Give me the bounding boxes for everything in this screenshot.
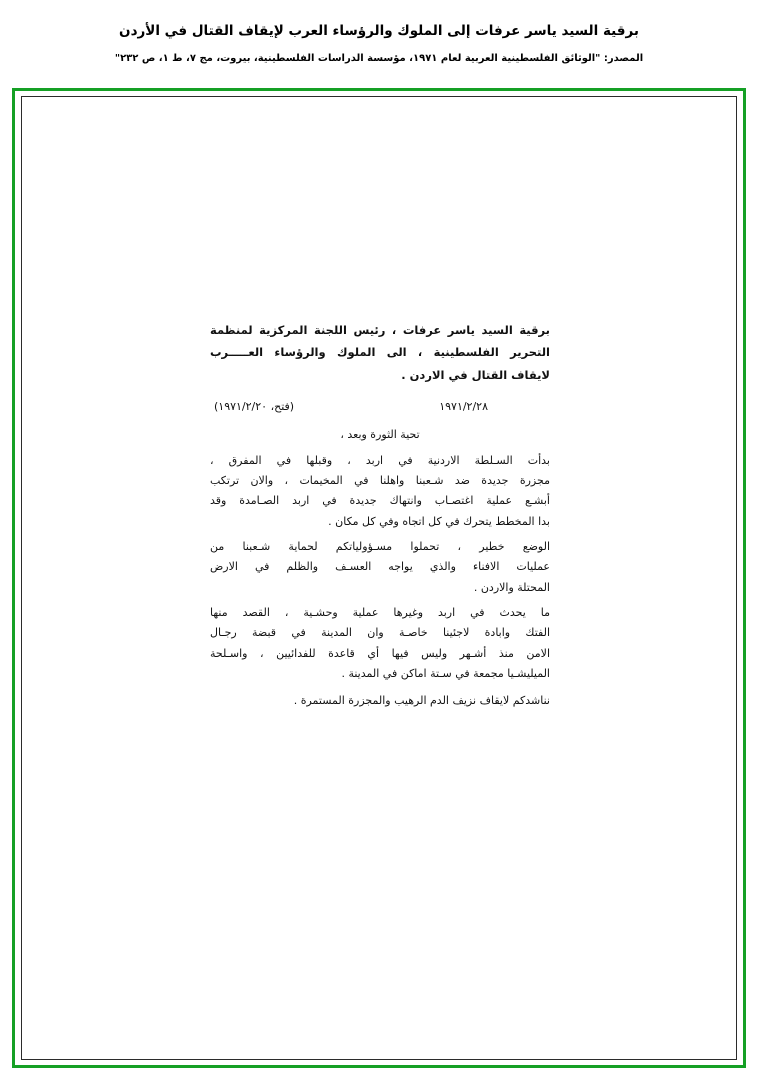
telegram-title-line-3: لايقاف القتال في الاردن .	[401, 367, 550, 382]
paragraph-line: المحتلة والاردن .	[473, 580, 550, 594]
paragraph-line: بدأت السـلطة الاردنية في اربد ، وقبلها في المفرق ،	[210, 453, 550, 467]
telegram-closing: نناشدكم لايقاف نزيف الدم الرهيب والمجزرة المستمرة .	[293, 694, 550, 708]
paragraph-line: أبشـع عملية اغتصـاب وانتهاك جديدة في اربد الصـامدة وقد	[210, 494, 550, 508]
paragraph-line: الفتك وابادة لاجئينا خاصـة وان المدينة في قبضة رجـال	[210, 626, 550, 640]
page-header	[0, 0, 758, 66]
telegram-paragraph-3	[210, 603, 550, 684]
telegram-datebar	[210, 400, 550, 413]
telegram-title-line-2: التحرير الفلسطينية ، الى الملوك والرؤساء العـــــرب	[210, 345, 550, 360]
telegram-paragraph-1	[210, 451, 550, 532]
paragraph-line: بدا المخطط يتحرك في كل اتجاه وفي كل مكان .	[328, 514, 550, 528]
paragraph-line: الامن منذ أشـهر وليس فيها أي قاعدة للفدائيين ، واسـلحة	[210, 646, 550, 660]
paragraph-line: ما يحدث في اربد وغيرها عملية وحشـية ، القصد منها	[210, 606, 550, 620]
document-frame	[12, 88, 746, 1068]
paragraph-line: مجزرة جديدة ضد شـعبنا واهلنا في المخيمات ، والان ترتكب	[210, 473, 550, 487]
telegram-date: ١٩٧١/٢/٢٨	[439, 400, 488, 414]
document-inner-border	[21, 96, 737, 1060]
telegram-body	[210, 319, 550, 712]
source-citation: المصدر: "الوثائق الفلسطينية العربية لعام ١٩٧١، مؤسسة الدراسات الفلسطينية، بيروت، مج ٧، ط ١، ص ٢٣٢"	[114, 52, 644, 64]
telegram-title	[210, 319, 550, 386]
page-title: برقية السيد ياسر عرفات إلى الملوك والرؤساء العرب لإيقاف القتال في الأردن	[119, 23, 639, 39]
paragraph-line: عمليات الافناء والذي يواجه العسـف والظلم في الارض	[210, 560, 550, 574]
telegram-title-line-1: برقية السيد ياسر عرفات ، رئيس اللجنة المركزية لمنظمة	[210, 323, 550, 337]
paragraph-line: الوضع خطير ، تحملوا مسـؤولياتكم لحماية شـعبنا من	[210, 539, 550, 553]
paragraph-line: الميليشـيا مجمعة في سـتة اماكن في المدينة .	[341, 667, 550, 681]
telegram-greeting: تحية الثورة وبعد ،	[340, 428, 420, 442]
telegram-reference: (فتح، ١٩٧١/٢/٢٠)	[214, 400, 295, 414]
telegram-paragraph-2	[210, 537, 550, 598]
